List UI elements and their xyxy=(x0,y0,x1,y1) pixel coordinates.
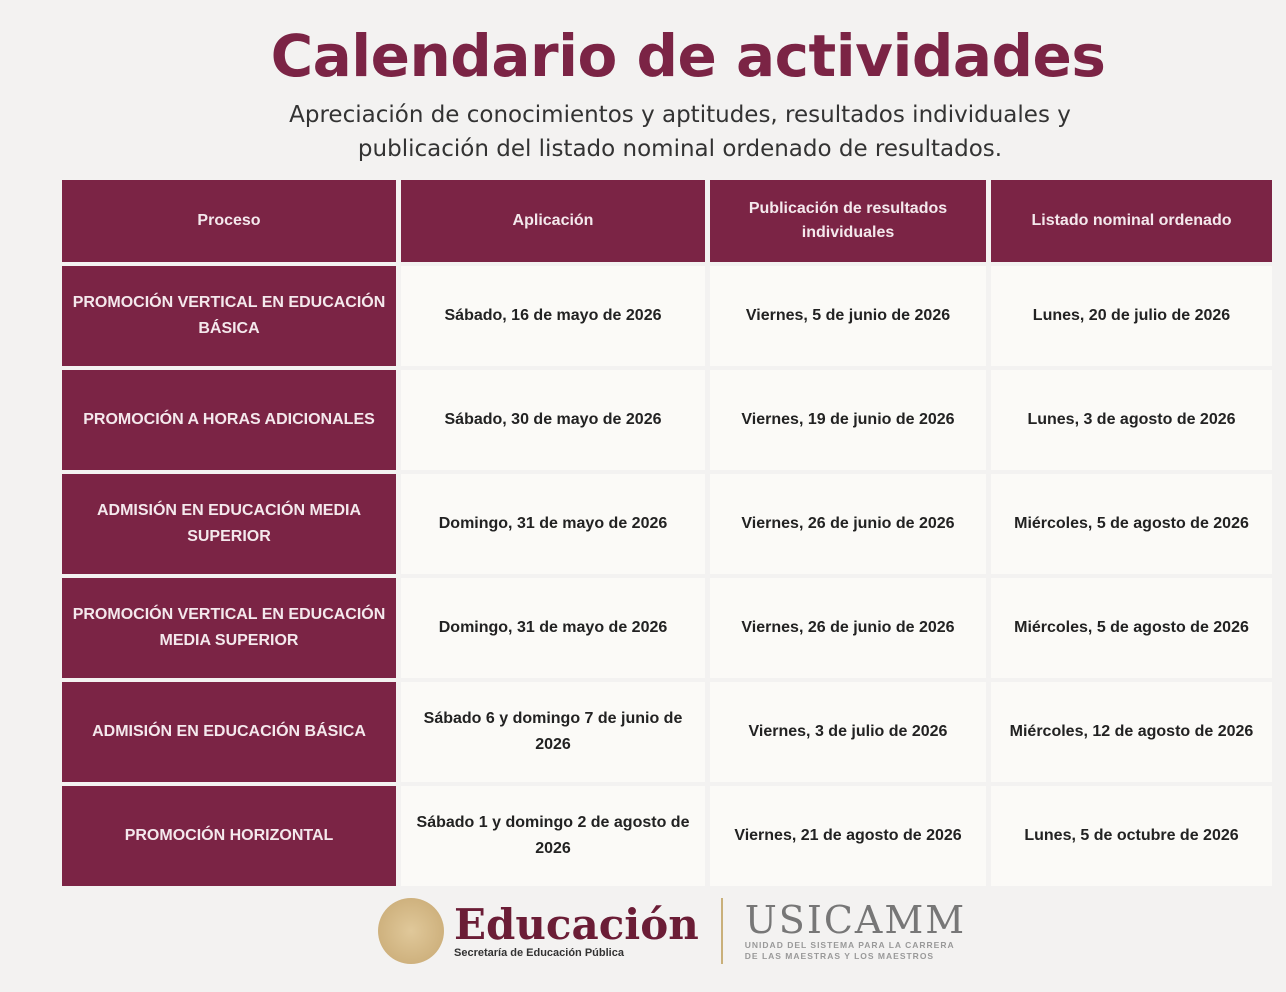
date-cell: Viernes, 26 de junio de 2026 xyxy=(710,474,986,574)
date-cell: Lunes, 3 de agosto de 2026 xyxy=(991,370,1272,470)
mexico-seal-icon xyxy=(378,898,444,964)
column-header: Aplicación xyxy=(401,180,705,262)
subtitle-line: publicación del listado nominal ordenado de resultados. xyxy=(357,136,1003,162)
date-cell: Viernes, 5 de junio de 2026 xyxy=(710,266,986,366)
date-cell: Miércoles, 5 de agosto de 2026 xyxy=(991,474,1272,574)
date-cell: Domingo, 31 de mayo de 2026 xyxy=(401,578,705,678)
column-header: Publicación de resultados individuales xyxy=(710,180,986,262)
date-cell: Miércoles, 12 de agosto de 2026 xyxy=(991,682,1272,782)
subtitle xyxy=(0,98,1286,166)
column-header: Listado nominal ordenado xyxy=(991,180,1272,262)
sep-logo-subtext: Secretaría de Educación Pública xyxy=(454,947,624,959)
schedule-table xyxy=(62,180,1272,886)
footer-logos xyxy=(378,898,966,964)
date-cell: Sábado 6 y domingo 7 de junio de 2026 xyxy=(401,682,705,782)
process-cell: ADMISIÓN EN EDUCACIÓN MEDIA SUPERIOR xyxy=(62,474,396,574)
date-cell: Domingo, 31 de mayo de 2026 xyxy=(401,474,705,574)
subtitle-line: Apreciación de conocimientos y aptitudes, resultados individuales y xyxy=(289,102,1071,128)
usicamm-subtext: UNIDAD DEL SISTEMA PARA LA CARRERA xyxy=(744,940,955,950)
date-cell: Viernes, 3 de julio de 2026 xyxy=(710,682,986,782)
process-cell: PROMOCIÓN VERTICAL EN EDUCACIÓN BÁSICA xyxy=(62,266,396,366)
date-cell: Lunes, 5 de octubre de 2026 xyxy=(991,786,1272,886)
date-cell: Sábado 1 y domingo 2 de agosto de 2026 xyxy=(401,786,705,886)
logo-divider xyxy=(721,898,723,964)
process-cell: PROMOCIÓN HORIZONTAL xyxy=(62,786,396,886)
usicamm-subtext: DE LAS MAESTRAS Y LOS MAESTROS xyxy=(744,951,935,961)
process-cell: PROMOCIÓN A HORAS ADICIONALES xyxy=(62,370,396,470)
process-cell: PROMOCIÓN VERTICAL EN EDUCACIÓN MEDIA SUPERIOR xyxy=(62,578,396,678)
process-cell: ADMISIÓN EN EDUCACIÓN BÁSICA xyxy=(62,682,396,782)
sep-logo-text: Educación xyxy=(454,900,699,949)
page-title: Calendario de actividades xyxy=(270,22,1106,90)
date-cell: Lunes, 20 de julio de 2026 xyxy=(991,266,1272,366)
date-cell: Sábado, 16 de mayo de 2026 xyxy=(401,266,705,366)
date-cell: Viernes, 19 de junio de 2026 xyxy=(710,370,986,470)
column-header: Proceso xyxy=(62,180,396,262)
date-cell: Viernes, 26 de junio de 2026 xyxy=(710,578,986,678)
date-cell: Sábado, 30 de mayo de 2026 xyxy=(401,370,705,470)
date-cell: Viernes, 21 de agosto de 2026 xyxy=(710,786,986,886)
usicamm-logo-text: USICAMM xyxy=(744,898,967,942)
date-cell: Miércoles, 5 de agosto de 2026 xyxy=(991,578,1272,678)
